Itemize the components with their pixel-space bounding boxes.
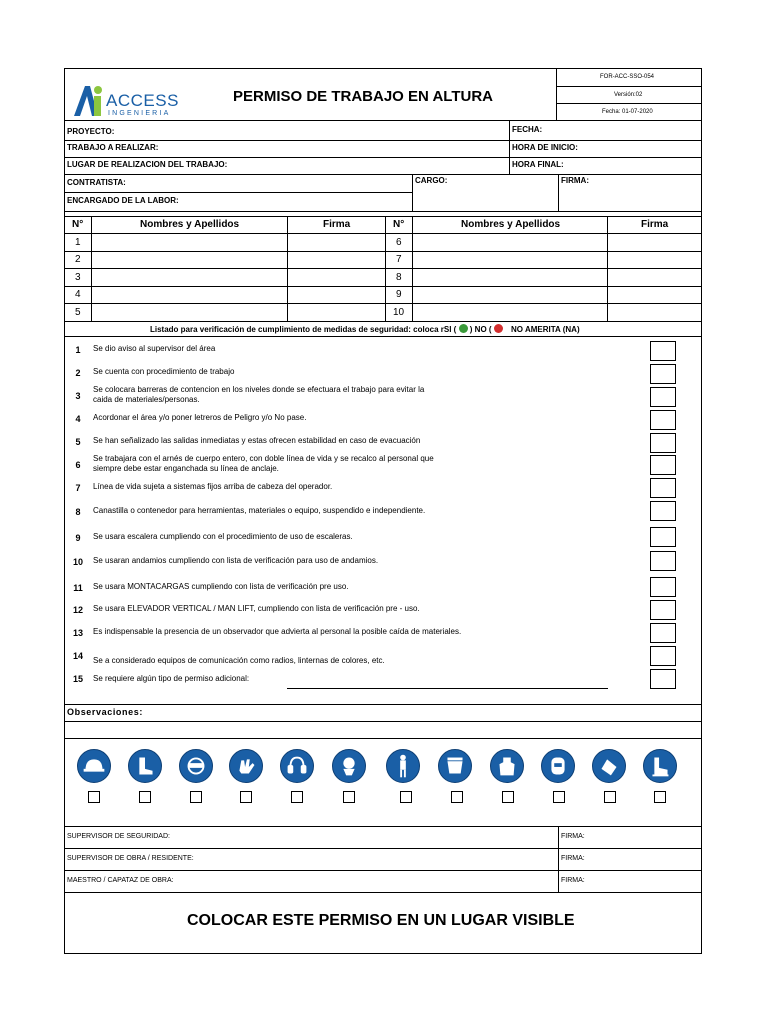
worker-row-number: 10 — [393, 307, 405, 318]
firma-seguridad-label: FIRMA: — [561, 833, 585, 840]
ppe-checkbox[interactable] — [139, 791, 151, 803]
ppe-checkbox[interactable] — [240, 791, 252, 803]
sup-seguridad-label: SUPERVISOR DE SEGURIDAD: — [67, 833, 170, 840]
goggles-icon — [179, 749, 213, 783]
item-checkbox[interactable] — [650, 387, 676, 407]
col-name-right: Nombres y Apellidos — [461, 219, 561, 230]
check-yes-icon — [459, 324, 468, 333]
hora-final-label: HORA FINAL: — [512, 160, 564, 169]
additional-permit-line[interactable] — [287, 688, 608, 689]
item-text: Se usara ELEVADOR VERTICAL / MAN LIFT, cumpliendo con lista de verificación pre - uso. — [93, 604, 420, 613]
checklist-heading-a: Listado para verificación de cumplimiento de medidas de seguridad: coloca rSI ( — [150, 325, 457, 334]
ppe-checkbox[interactable] — [451, 791, 463, 803]
checklist-heading-c: NO AMERITA (NA) — [511, 325, 580, 334]
item-number: 14 — [72, 651, 83, 661]
encargado-label: ENCARGADO DE LA LABOR: — [67, 196, 179, 205]
ppe-checkbox[interactable] — [604, 791, 616, 803]
worker-row-number: 3 — [75, 272, 81, 283]
worker-row-number: 8 — [396, 272, 402, 283]
item-number: 9 — [75, 533, 81, 543]
gloves-icon — [229, 749, 263, 783]
face-shield-icon — [438, 749, 472, 783]
item-number: 12 — [72, 605, 83, 615]
ppe-checkbox[interactable] — [291, 791, 303, 803]
form-date: Fecha: 01-07-2020 — [602, 109, 653, 115]
item-text: Se han señalizado las salidas inmediatas y estas ofrecen estabilidad en caso de evacuación — [93, 436, 421, 445]
ppe-checkbox[interactable] — [190, 791, 202, 803]
item-text: Canastilla o contenedor para herramientas, materiales o equipo, suspendido e independiente. — [93, 506, 426, 515]
lugar-label: LUGAR DE REALIZACION DEL TRABAJO: — [67, 160, 228, 169]
worker-row-number: 1 — [75, 237, 81, 248]
item-number: 4 — [75, 414, 81, 424]
item-number: 5 — [75, 437, 81, 447]
maestro-label: MAESTRO / CAPATAZ DE OBRA: — [67, 877, 174, 884]
item-text: Se colocara barreras de contencion en los niveles donde se efectuara el trabajo para evitar la caida de materiales/personas. — [93, 385, 425, 404]
item-number: 15 — [72, 674, 83, 684]
welding-mask-icon — [541, 749, 575, 783]
item-text: Se usara escalera cumpliendo con el procedimiento de uso de escaleras. — [93, 532, 353, 541]
proyecto-label: PROYECTO: — [67, 127, 115, 136]
item-checkbox[interactable] — [650, 527, 676, 547]
ppe-checkbox[interactable] — [88, 791, 100, 803]
form-version: Versión:02 — [614, 92, 643, 98]
page-title: PERMISO DE TRABAJO EN ALTURA — [233, 88, 494, 105]
item-checkbox[interactable] — [650, 577, 676, 597]
item-checkbox[interactable] — [650, 623, 676, 643]
item-checkbox[interactable] — [650, 341, 676, 361]
col-name-left: Nombres y Apellidos — [140, 219, 240, 230]
col-sign-left: Firma — [323, 219, 351, 230]
item-text: Se cuenta con procedimiento de trabajo — [93, 367, 235, 376]
ppe-checkbox[interactable] — [343, 791, 355, 803]
item-checkbox[interactable] — [650, 433, 676, 453]
cargo-label: CARGO: — [415, 176, 448, 185]
worker-row-number: 4 — [75, 289, 81, 300]
item-checkbox[interactable] — [650, 600, 676, 620]
item-text: Es indispensable la presencia de un observador que advierta al personal la posible caída de materiales. — [93, 627, 462, 636]
hora-inicio-label: HORA DE INICIO: — [512, 143, 578, 152]
item-text: Se requiere algún tipo de permiso adicional: — [93, 674, 250, 683]
item-number: 7 — [75, 483, 81, 493]
trabajo-label: TRABAJO A REALIZAR: — [67, 143, 159, 152]
item-number: 2 — [75, 368, 81, 378]
firma-obra-label: FIRMA: — [561, 855, 585, 862]
ppe-checkbox[interactable] — [400, 791, 412, 803]
item-checkbox[interactable] — [650, 455, 676, 475]
observaciones-label: Observaciones: — [67, 707, 143, 717]
item-text: Se trabajara con el arnés de cuerpo entero, con doble línea de vida y se recalco al personal que siempre debe estar enganchada su línea de anclaje. — [93, 454, 434, 473]
safety-boots-icon — [128, 749, 162, 783]
check-no-icon — [494, 324, 503, 333]
sup-obra-label: SUPERVISOR DE OBRA / RESIDENTE: — [67, 855, 194, 862]
logo-main-text: ACCESS — [106, 91, 179, 110]
item-number: 8 — [75, 507, 81, 517]
ear-protection-icon — [280, 749, 314, 783]
item-checkbox[interactable] — [650, 364, 676, 384]
item-number: 6 — [75, 460, 81, 470]
col-no-right: N° — [393, 219, 405, 230]
ppe-checkbox[interactable] — [502, 791, 514, 803]
item-text: Acordonar el área y/o poner letreros de Peligro y/o No pase. — [93, 413, 307, 422]
item-number: 11 — [73, 583, 83, 593]
firma-label: FIRMA: — [561, 176, 589, 185]
item-number: 3 — [75, 391, 81, 401]
item-checkbox[interactable] — [650, 646, 676, 666]
worker-row-number: 5 — [75, 307, 81, 318]
apron-icon — [490, 749, 524, 783]
fecha-label: FECHA: — [512, 125, 543, 134]
worker-row-number: 2 — [75, 254, 81, 265]
worker-row-number: 9 — [396, 289, 402, 300]
item-number: 10 — [72, 557, 83, 567]
footer-notice: COLOCAR ESTE PERMISO EN UN LUGAR VISIBLE — [187, 912, 575, 929]
item-checkbox[interactable] — [650, 551, 676, 571]
ppe-checkbox[interactable] — [553, 791, 565, 803]
checklist-heading-b: ) NO ( — [469, 325, 492, 334]
welding-boots-icon — [643, 749, 677, 783]
hard-hat-icon — [77, 749, 111, 783]
worker-row-number: 6 — [396, 237, 402, 248]
item-text: Se a considerado equipos de comunicación como radios, linternas de colores, etc. — [93, 656, 385, 665]
item-checkbox[interactable] — [650, 410, 676, 430]
contratista-label: CONTRATISTA: — [67, 178, 126, 187]
worker-row-number: 7 — [396, 254, 402, 265]
col-no-left: N° — [72, 219, 84, 230]
item-checkbox[interactable] — [650, 478, 676, 498]
item-text: Se usara MONTACARGAS cumpliendo con lista de verificación pre uso. — [93, 582, 349, 591]
item-text: Se dio aviso al supervisor del área — [93, 344, 216, 353]
checklist-heading — [150, 324, 580, 334]
item-checkbox[interactable] — [650, 669, 676, 689]
ppe-checkbox[interactable] — [654, 791, 666, 803]
harness-icon — [386, 749, 420, 783]
item-text: Se usaran andamios cumpliendo con lista de verificación para uso de andamios. — [93, 556, 379, 565]
logo-sub-text: INGENIERIA — [108, 110, 171, 117]
col-sign-right: Firma — [641, 219, 669, 230]
respirator-icon — [332, 749, 366, 783]
form-code: FOR-ACC-SSO-054 — [600, 74, 655, 80]
item-number: 1 — [75, 345, 81, 355]
welding-gloves-icon — [592, 749, 626, 783]
item-checkbox[interactable] — [650, 501, 676, 521]
firma-maestro-label: FIRMA: — [561, 877, 585, 884]
item-text: Línea de vida sujeta a sistemas fijos arriba de cabeza del operador. — [93, 482, 333, 491]
item-number: 13 — [72, 628, 83, 638]
